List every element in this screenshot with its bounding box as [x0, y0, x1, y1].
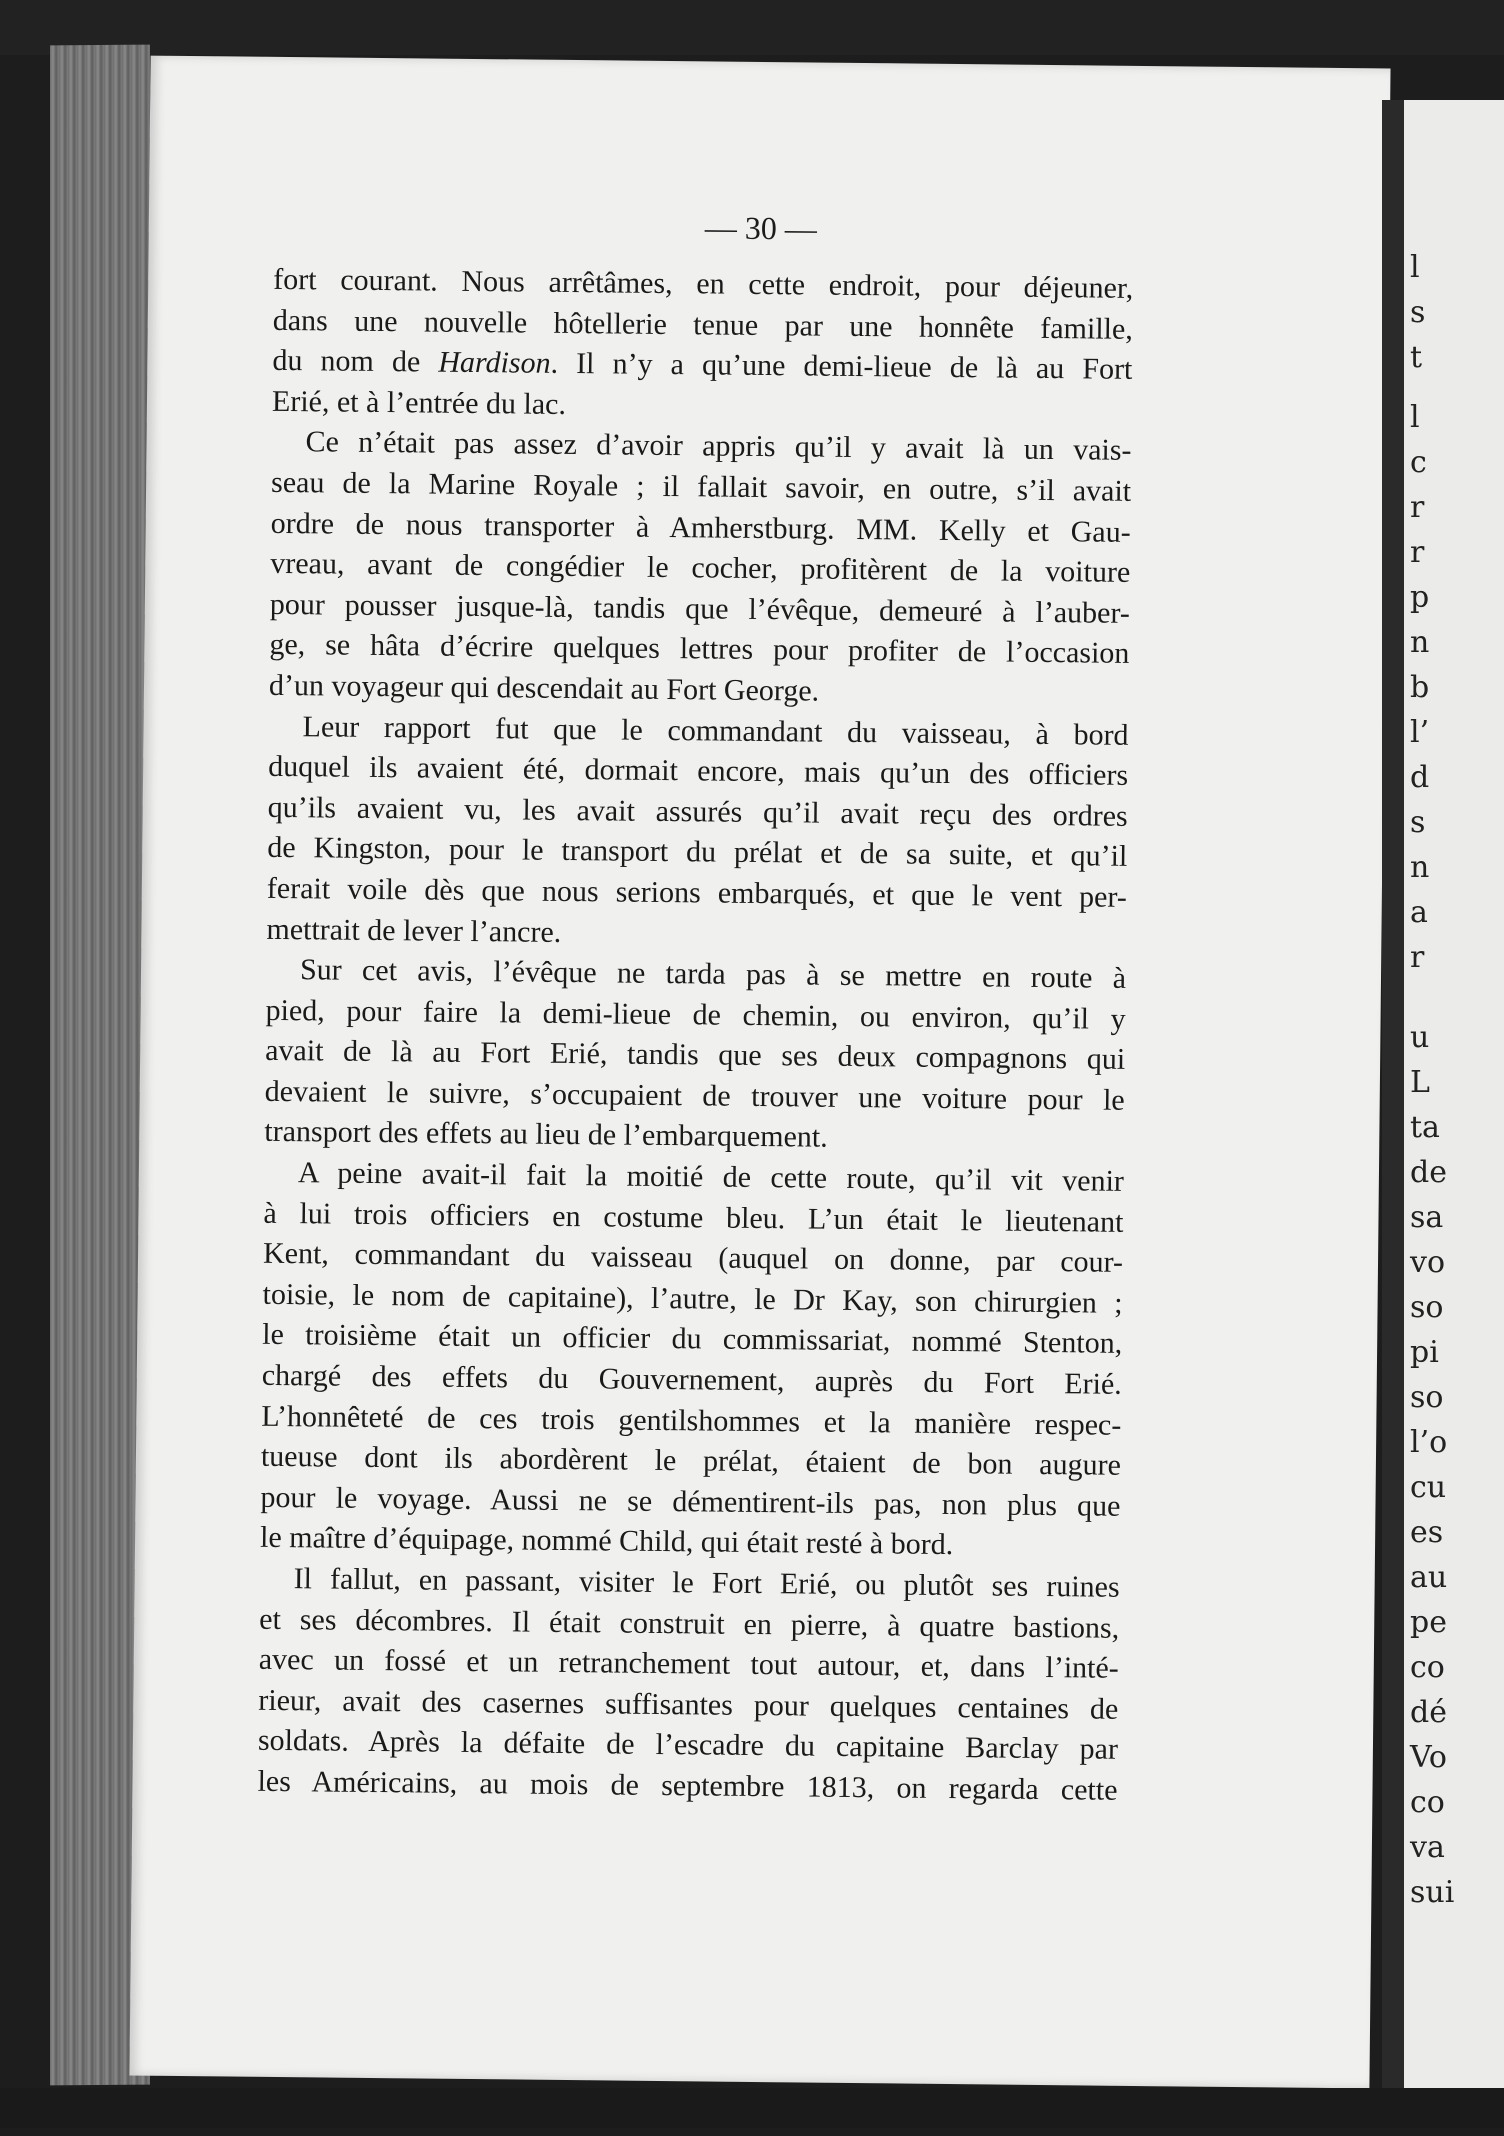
facing-page-text: cu	[1410, 1470, 1447, 1505]
text-line: fort courant. Nous arrêtâmes, en cette endroit, pour déjeuner,	[273, 262, 1134, 305]
text-line: transport des effets au lieu de l’embarquement.	[264, 1115, 828, 1155]
facing-page-text: b	[1410, 670, 1430, 705]
facing-page-text: co	[1410, 1785, 1445, 1820]
facing-page-text: pi	[1410, 1335, 1439, 1370]
text-line: A peine avait-il fait la moitié de cette route, qu’il vit venir	[297, 1156, 1125, 1198]
facing-page-text: sa	[1410, 1200, 1444, 1235]
facing-page-text: n	[1410, 625, 1430, 660]
book-page	[129, 56, 1390, 2089]
facing-page-text: l	[1410, 400, 1420, 435]
text-line: mettrait de lever l’ancre.	[266, 912, 562, 949]
facing-page-text: r	[1410, 940, 1425, 975]
text-line: vreau, avant de congédier le cocher, profitèrent de la voiture	[270, 547, 1131, 590]
text-line: devaient le suivre, s’occupaient de trouver une voiture pour le	[264, 1074, 1125, 1117]
text-line: et ses décombres. Il était construit en pierre, à quatre bastions,	[259, 1602, 1120, 1645]
facing-page-text: ta	[1410, 1110, 1440, 1145]
text-line: Leur rapport fut que le commandant du vaisseau, à bord	[302, 709, 1129, 752]
facing-page-text: va	[1410, 1830, 1445, 1865]
text-line: dans une nouvelle hôtellerie tenue par une honnête famille,	[272, 303, 1133, 346]
facing-page-text: vo	[1410, 1245, 1446, 1280]
facing-page-text: u	[1410, 1020, 1430, 1055]
facing-page-text: r	[1410, 490, 1425, 525]
text-line: le maître d’équipage, nommé Child, qui était resté à bord.	[259, 1521, 954, 1562]
facing-page-text: d	[1410, 760, 1430, 795]
facing-page-text: n	[1410, 850, 1430, 885]
facing-page-text: de	[1410, 1155, 1447, 1190]
text-line: Il fallut, en passant, visiter le Fort Erié, ou plutôt ses ruines	[293, 1562, 1120, 1604]
text-line: à lui trois officiers en costume bleu. L’un était le lieutenant	[263, 1196, 1124, 1239]
facing-page-text: l’o	[1410, 1425, 1448, 1460]
text-line: ferait voile dès que nous serions embarqués, et que le vent per-	[266, 871, 1128, 914]
facing-page-text: pe	[1410, 1605, 1447, 1640]
facing-page-text: s	[1410, 295, 1426, 330]
facing-page-text: Vo	[1410, 1740, 1447, 1775]
facing-page-text: dé	[1410, 1695, 1447, 1730]
text-line: avec un fossé et un retranchement tout autour, et, dans l’inté-	[258, 1642, 1119, 1685]
text-line: Kent, commandant du vaisseau (auquel on donne, par cour-	[262, 1237, 1124, 1280]
text-line: Erié, et à l’entrée du lac.	[271, 384, 567, 421]
facing-page-text: l’	[1410, 715, 1430, 750]
facing-page-text: L	[1410, 1065, 1430, 1100]
text-line: avait de là au Fort Erié, tandis que ses deux compagnons qui	[265, 1034, 1126, 1077]
text-line: de Kingston, pour le transport du prélat et de sa suite, et qu’il	[267, 831, 1128, 874]
facing-page-text: t	[1410, 340, 1423, 375]
text-line: ordre de nous transporter à Amherstburg. MM. Kelly et Gau-	[270, 506, 1131, 549]
text-line: pour pousser jusque-là, tandis que l’évêque, demeuré à l’auber-	[269, 587, 1130, 630]
scan-bottom-border	[0, 2088, 1504, 2128]
facing-page-text: s	[1410, 805, 1426, 840]
text-line: chargé des effets du Gouvernement, auprès du Fort Erié.	[261, 1358, 1122, 1401]
text-line: duquel ils avaient été, dormait encore, mais qu’un des officiers	[267, 749, 1129, 792]
text-line: pied, pour faire la demi-lieue de chemin, ou environ, qu’il y	[265, 993, 1126, 1036]
facing-page-text: sui	[1410, 1875, 1455, 1910]
text-line: seau de la Marine Royale ; il fallait savoir, en outre, s’il avait	[270, 465, 1132, 508]
text-line: pour le voyage. Aussi ne se démentirent-ils pas, non plus que	[260, 1480, 1121, 1523]
page-number: — 30 —	[704, 209, 818, 247]
facing-page-fragment	[1404, 100, 1504, 2128]
text-line: du nom de Hardison. Il n’y a qu’une demi-lieue de là au Fort	[272, 344, 1133, 387]
text-line: soldats. Après la défaite de l’escadre du capitaine Barclay par	[257, 1724, 1119, 1767]
text-line: Sur cet avis, l’évêque ne tarda pas à se mettre en route à	[299, 953, 1127, 995]
facing-page-text: au	[1410, 1560, 1448, 1595]
facing-page-text: so	[1410, 1290, 1444, 1325]
facing-page-text: r	[1410, 535, 1425, 570]
facing-page-text: p	[1410, 580, 1430, 615]
text-line: tueuse dont ils abordèrent le prélat, étaient de bon augure	[260, 1440, 1122, 1483]
facing-page-text: es	[1410, 1515, 1444, 1550]
text-line: Ce n’était pas assez d’avoir appris qu’il y avait là un vais-	[305, 425, 1132, 468]
facing-page-text: so	[1410, 1380, 1444, 1415]
text-line: d’un voyageur qui descendait au Fort George.	[268, 668, 820, 708]
facing-page-text: c	[1410, 445, 1427, 480]
text-line: qu’ils avaient vu, les avait assurés qu’il avait reçu des ordres	[267, 790, 1128, 833]
text-line: le troisième était un officier du commissariat, nommé Stenton,	[262, 1318, 1123, 1361]
text-line: les Américains, au mois de septembre 1813, on regarda cette	[257, 1764, 1118, 1807]
facing-page-text: a	[1410, 895, 1428, 930]
text-line: ge, se hâta d’écrire quelques lettres pour profiter de l’occasion	[269, 628, 1130, 671]
facing-page-text: co	[1410, 1650, 1445, 1685]
text-line: toisie, le nom de capitaine), l’autre, le Dr Kay, son chirurgien ;	[262, 1277, 1123, 1320]
text-line: rieur, avait des casernes suffisantes pour quelques centaines de	[258, 1683, 1119, 1726]
body-text	[257, 260, 1133, 1811]
text-line: L’honnêteté de ces trois gentilshommes et la manière respec-	[261, 1399, 1122, 1442]
facing-page-text: l	[1410, 250, 1420, 285]
book-gutter	[1382, 100, 1404, 2100]
